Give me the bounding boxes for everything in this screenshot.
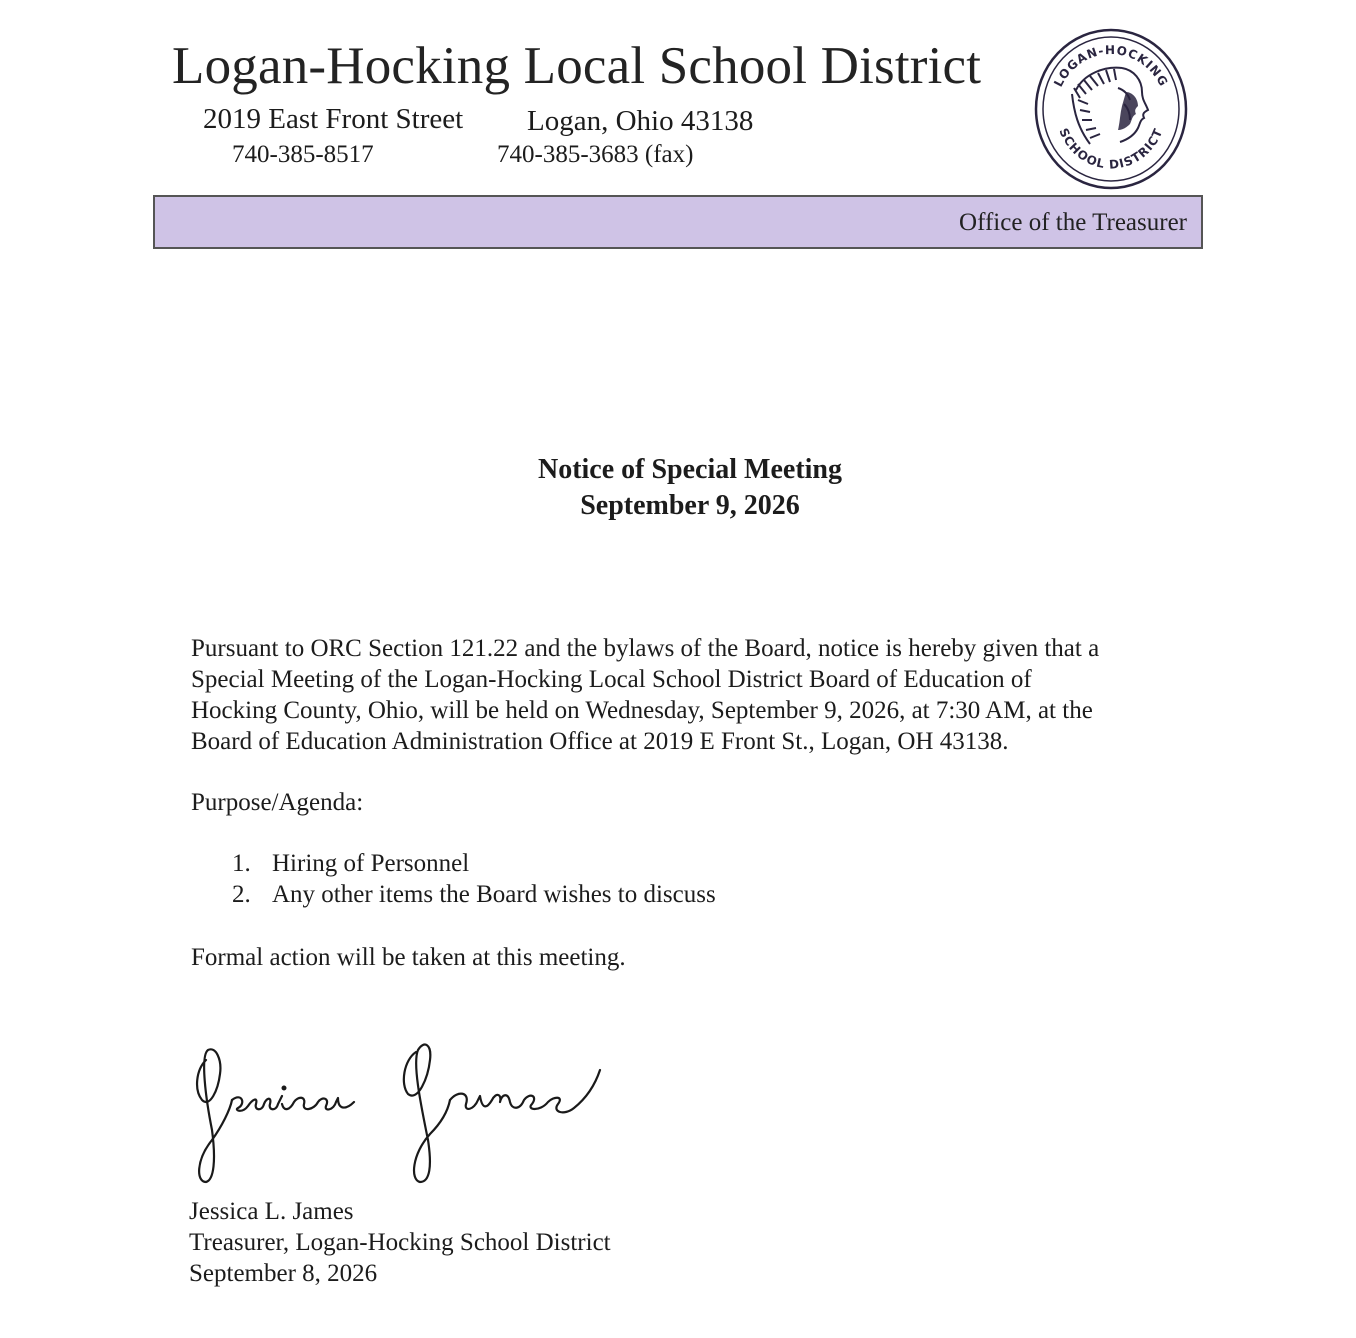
list-item-number: 1.	[232, 850, 251, 877]
list-item-text: Hiring of Personnel	[272, 850, 470, 877]
signature-date: September 8, 2026	[189, 1260, 378, 1287]
notice-date: September 9, 2026	[580, 490, 800, 521]
office-name: Office of the Treasurer	[959, 209, 1187, 236]
street-address: 2019 East Front Street	[203, 103, 464, 135]
signer-title: Treasurer, Logan-Hocking School District	[189, 1229, 611, 1256]
paragraph-line: Special Meeting of the Logan-Hocking Local School District Board of Education of	[191, 666, 1032, 693]
office-banner	[153, 195, 1203, 249]
signature-block	[189, 1196, 611, 1289]
purpose-label: Purpose/Agenda:	[191, 789, 364, 816]
phone-number: 740-385-8517	[232, 141, 374, 168]
district-seal-logo	[1034, 28, 1188, 190]
paragraph-line: Hocking County, Ohio, will be held on Wednesday, September 9, 2026, at 7:30 AM, at the	[191, 697, 1093, 724]
organization-name: Logan-Hocking Local School District	[172, 37, 982, 95]
agenda-list	[232, 848, 716, 910]
list-item	[232, 879, 716, 910]
list-item	[232, 848, 716, 879]
list-item-number: 2.	[232, 881, 251, 908]
handwritten-signature	[186, 1030, 646, 1190]
paragraph-line: Pursuant to ORC Section 121.22 and the bylaws of the Board, notice is hereby given that a	[191, 635, 1100, 662]
list-item-text: Any other items the Board wishes to discuss	[272, 881, 716, 908]
fax-number: 740-385-3683 (fax)	[497, 141, 694, 168]
notice-title: Notice of Special Meeting	[537, 454, 843, 485]
closing-statement: Formal action will be taken at this meeting.	[191, 944, 626, 971]
svg-text:SCHOOL DISTRICT: SCHOOL DISTRICT	[1056, 126, 1166, 172]
notice-paragraph	[191, 633, 1191, 757]
city-state-zip: Logan, Ohio 43138	[527, 105, 754, 137]
paragraph-line: Board of Education Administration Office at 2019 E Front St., Logan, OH 43138.	[191, 728, 1009, 755]
signer-name: Jessica L. James	[189, 1198, 354, 1225]
svg-text:LOGAN-HOCKING: LOGAN-HOCKING	[1051, 42, 1171, 90]
